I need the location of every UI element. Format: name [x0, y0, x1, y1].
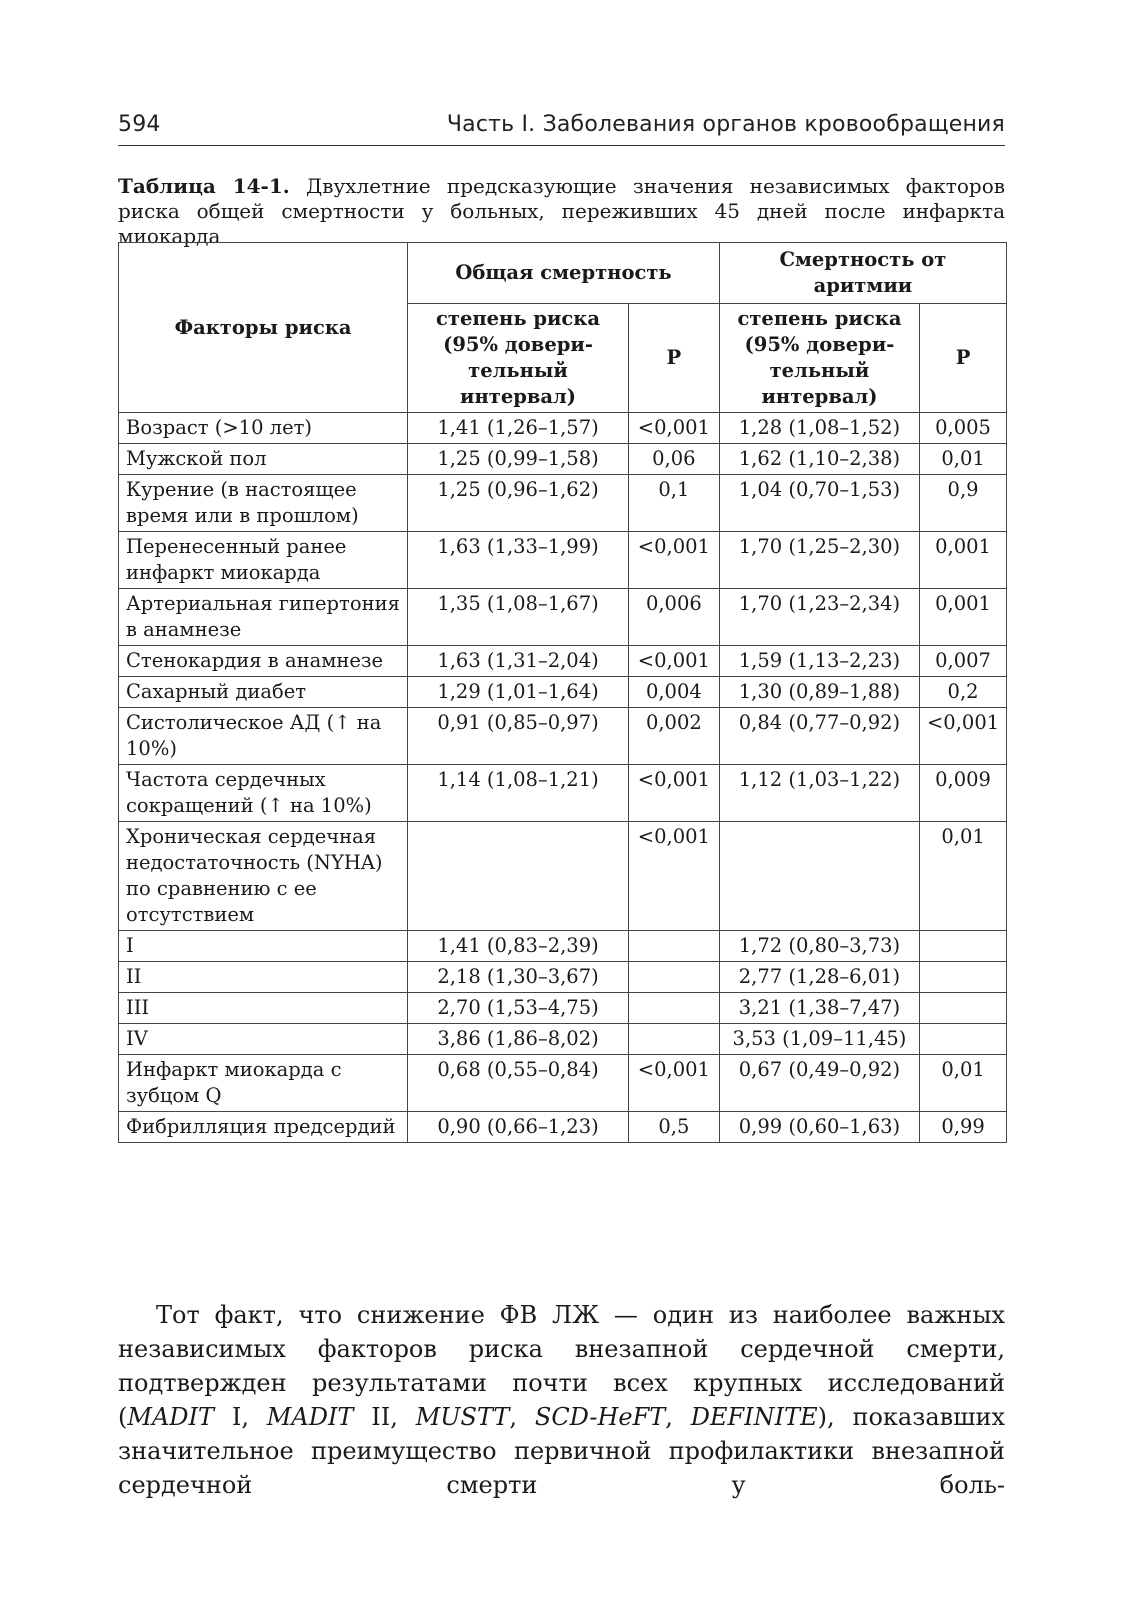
cell-total-ci: 1,35 (1,08–1,67)	[408, 589, 629, 646]
table-row	[119, 532, 1007, 589]
body-text-2: I,	[214, 1403, 267, 1431]
cell-total-p: 0,006	[628, 589, 719, 646]
cell-total-p: <0,001	[628, 1055, 719, 1112]
header-total-mortality: Общая смертность	[408, 243, 720, 304]
header-total-degree: степень риска (95% довери-тельный интервал)	[408, 304, 629, 413]
table-row	[119, 589, 1007, 646]
table-row	[119, 677, 1007, 708]
cell-arrhythmia-ci: 1,70 (1,25–2,30)	[719, 532, 919, 589]
cell-arrhythmia-p: 0,01	[920, 822, 1007, 931]
cell-total-ci: 1,63 (1,33–1,99)	[408, 532, 629, 589]
cell-factor: Частота сердечных сокращений (↑ на 10%)	[119, 765, 408, 822]
cell-factor: I	[119, 931, 408, 962]
table-row	[119, 708, 1007, 765]
cell-total-ci: 1,29 (1,01–1,64)	[408, 677, 629, 708]
cell-total-p: 0,06	[628, 444, 719, 475]
cell-arrhythmia-p: 0,007	[920, 646, 1007, 677]
cell-arrhythmia-ci	[719, 822, 919, 931]
cell-total-p: <0,001	[628, 646, 719, 677]
cell-total-p	[628, 1024, 719, 1055]
cell-total-ci: 3,86 (1,86–8,02)	[408, 1024, 629, 1055]
cell-factor: Возраст (>10 лет)	[119, 413, 408, 444]
cell-arrhythmia-ci: 3,21 (1,38–7,47)	[719, 993, 919, 1024]
cell-total-ci: 0,90 (0,66–1,23)	[408, 1112, 629, 1143]
cell-total-ci: 1,41 (0,83–2,39)	[408, 931, 629, 962]
cell-total-ci: 1,14 (1,08–1,21)	[408, 765, 629, 822]
cell-total-ci: 0,91 (0,85–0,97)	[408, 708, 629, 765]
cell-total-p: <0,001	[628, 532, 719, 589]
table-header-row-1	[119, 243, 1007, 304]
table-caption-label: Таблица 14-1.	[118, 174, 290, 198]
cell-arrhythmia-ci: 1,72 (0,80–3,73)	[719, 931, 919, 962]
cell-factor: Стенокардия в анамнезе	[119, 646, 408, 677]
cell-arrhythmia-p: 0,2	[920, 677, 1007, 708]
cell-arrhythmia-p: 0,01	[920, 444, 1007, 475]
cell-arrhythmia-ci: 1,28 (1,08–1,52)	[719, 413, 919, 444]
body-text-3: II,	[353, 1403, 416, 1431]
cell-total-p	[628, 931, 719, 962]
cell-total-p: 0,1	[628, 475, 719, 532]
header-rule	[118, 145, 1005, 146]
cell-arrhythmia-p: 0,01	[920, 1055, 1007, 1112]
body-text-6: ), показавших значительное преимущество первичной профилактики внезапной сердечной смерти у боль-	[118, 1403, 1005, 1499]
page-number: 594	[118, 112, 161, 137]
cell-arrhythmia-ci: 1,62 (1,10–2,38)	[719, 444, 919, 475]
cell-factor: IV	[119, 1024, 408, 1055]
running-head	[118, 112, 1005, 137]
cell-factor: Артериальная гипертония в анамнезе	[119, 589, 408, 646]
table-row	[119, 444, 1007, 475]
trial-madit-2: MADIT	[266, 1403, 354, 1431]
section-title: Часть I. Заболевания органов кровообращения	[446, 112, 1005, 137]
cell-arrhythmia-p: 0,009	[920, 765, 1007, 822]
cell-factor: Сахарный диабет	[119, 677, 408, 708]
cell-total-ci	[408, 822, 629, 931]
cell-factor: Перенесенный ранее инфаркт миокарда	[119, 532, 408, 589]
cell-arrhythmia-ci: 1,12 (1,03–1,22)	[719, 765, 919, 822]
cell-total-ci: 2,18 (1,30–3,67)	[408, 962, 629, 993]
cell-total-p: <0,001	[628, 822, 719, 931]
cell-arrhythmia-p: 0,001	[920, 589, 1007, 646]
cell-arrhythmia-p: 0,9	[920, 475, 1007, 532]
cell-factor: Систолическое АД (↑ на 10%)	[119, 708, 408, 765]
cell-total-p: 0,004	[628, 677, 719, 708]
cell-arrhythmia-ci: 1,30 (0,89–1,88)	[719, 677, 919, 708]
cell-total-ci: 1,63 (1,31–2,04)	[408, 646, 629, 677]
cell-total-p: <0,001	[628, 413, 719, 444]
cell-arrhythmia-p: 0,005	[920, 413, 1007, 444]
trial-madit-1: MADIT	[127, 1403, 215, 1431]
cell-total-p	[628, 962, 719, 993]
cell-arrhythmia-ci: 1,04 (0,70–1,53)	[719, 475, 919, 532]
risk-factors-table	[118, 242, 1007, 1143]
cell-arrhythmia-ci: 0,84 (0,77–0,92)	[719, 708, 919, 765]
table-row	[119, 931, 1007, 962]
table-row	[119, 646, 1007, 677]
body-text-4: ,	[509, 1403, 535, 1431]
cell-arrhythmia-ci: 0,99 (0,60–1,63)	[719, 1112, 919, 1143]
cell-arrhythmia-p	[920, 962, 1007, 993]
table-caption	[118, 174, 1005, 249]
body-text-5: ,	[665, 1403, 691, 1431]
table-row	[119, 993, 1007, 1024]
cell-arrhythmia-p	[920, 993, 1007, 1024]
table-caption-text: Двухлетние предсказующие значения независимых факторов риска общей смертности у больных, переживших 45 дней после инфаркта миокарда	[118, 174, 1006, 248]
table-body	[119, 413, 1007, 1143]
body-text-1: Тот факт, что снижение ФВ ЛЖ — один из наиболее важных независимых факторов риска внезапной сердечной смерти, подтвержден результатами почти всех крупных исследований (	[118, 1301, 1005, 1431]
trial-mustt: MUSTT	[415, 1403, 510, 1431]
cell-total-p: 0,002	[628, 708, 719, 765]
trial-definite: DEFINITE	[690, 1403, 818, 1431]
table-row	[119, 822, 1007, 931]
cell-arrhythmia-p: 0,99	[920, 1112, 1007, 1143]
cell-factor: Хроническая сердечная недостаточность (NYHA) по сравнению с ее отсутствием	[119, 822, 408, 931]
cell-total-ci: 2,70 (1,53–4,75)	[408, 993, 629, 1024]
cell-arrhythmia-p	[920, 1024, 1007, 1055]
header-factors: Факторы риска	[119, 243, 408, 413]
header-arrhythmia-mortality: Смертность от аритмии	[719, 243, 1006, 304]
cell-total-p	[628, 993, 719, 1024]
cell-factor: Мужской пол	[119, 444, 408, 475]
cell-total-ci: 1,25 (0,96–1,62)	[408, 475, 629, 532]
cell-total-p: <0,001	[628, 765, 719, 822]
cell-arrhythmia-ci: 2,77 (1,28–6,01)	[719, 962, 919, 993]
cell-total-p: 0,5	[628, 1112, 719, 1143]
table-row	[119, 475, 1007, 532]
cell-arrhythmia-p: <0,001	[920, 708, 1007, 765]
table-row	[119, 1055, 1007, 1112]
cell-arrhythmia-ci: 1,59 (1,13–2,23)	[719, 646, 919, 677]
cell-factor: Фибрилляция предсердий	[119, 1112, 408, 1143]
body-paragraph	[118, 1298, 1005, 1502]
table-row	[119, 962, 1007, 993]
cell-arrhythmia-ci: 3,53 (1,09–11,45)	[719, 1024, 919, 1055]
table-row	[119, 413, 1007, 444]
header-arrhythmia-p: P	[920, 304, 1007, 413]
cell-factor: III	[119, 993, 408, 1024]
cell-factor: II	[119, 962, 408, 993]
table-row	[119, 1024, 1007, 1055]
cell-total-ci: 1,25 (0,99–1,58)	[408, 444, 629, 475]
cell-arrhythmia-ci: 0,67 (0,49–0,92)	[719, 1055, 919, 1112]
cell-total-ci: 1,41 (1,26–1,57)	[408, 413, 629, 444]
trial-scd-heft: SCD-HeFT	[534, 1403, 666, 1431]
cell-factor: Курение (в настоящее время или в прошлом)	[119, 475, 408, 532]
header-arrhythmia-degree: степень риска (95% довери-тельный интервал)	[719, 304, 919, 413]
cell-arrhythmia-p	[920, 931, 1007, 962]
cell-arrhythmia-ci: 1,70 (1,23–2,34)	[719, 589, 919, 646]
header-total-p: P	[628, 304, 719, 413]
table-row	[119, 1112, 1007, 1143]
cell-total-ci: 0,68 (0,55–0,84)	[408, 1055, 629, 1112]
cell-factor: Инфаркт миокарда с зубцом Q	[119, 1055, 408, 1112]
cell-arrhythmia-p: 0,001	[920, 532, 1007, 589]
table-row	[119, 765, 1007, 822]
